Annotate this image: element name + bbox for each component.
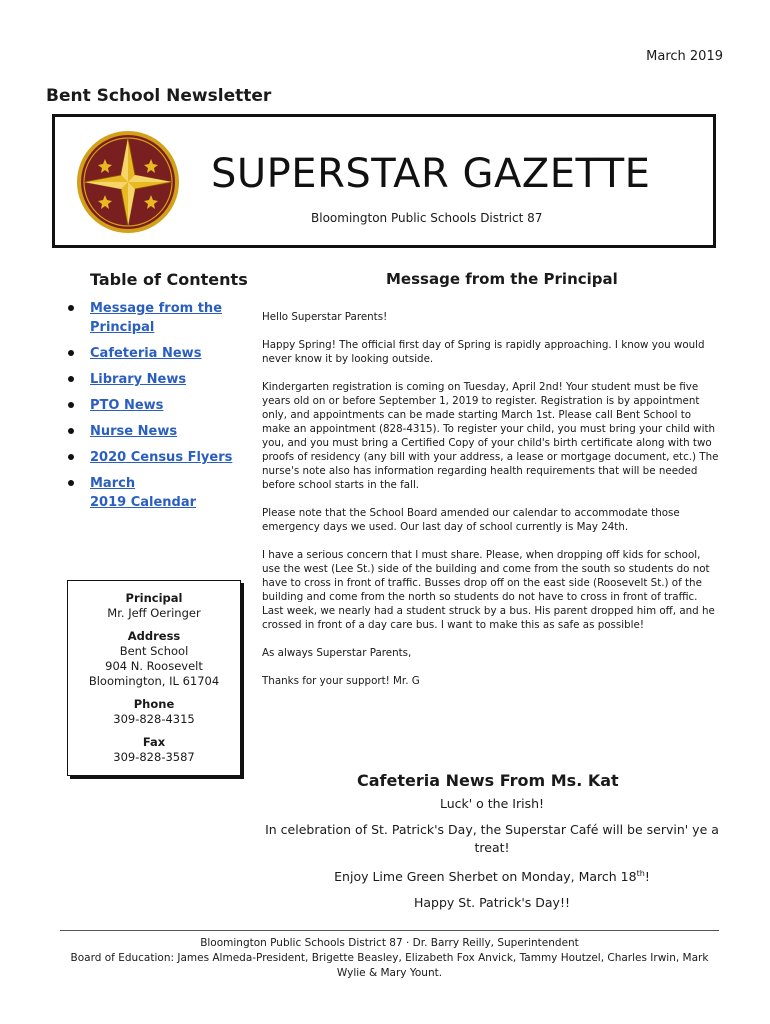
principal-name: Mr. Jeff Oeringer bbox=[107, 606, 201, 620]
toc-item bbox=[64, 422, 234, 441]
paragraph: Hello Superstar Parents! bbox=[262, 311, 388, 323]
cafeteria-line: Enjoy Lime Green Sherbet on Monday, March 18th! bbox=[334, 869, 650, 885]
address-line: Bloomington, IL 61704 bbox=[88, 674, 220, 688]
toc-link-pto[interactable]: PTO News bbox=[90, 398, 164, 413]
toc-link-calendar[interactable]: March 2019 Calendar bbox=[90, 476, 197, 510]
cafeteria-line: Luck' o the Irish! bbox=[439, 796, 545, 811]
cafeteria-line: In celebration of St. Patrick's Day, the Superstar Café will be servin' ye a treat! bbox=[265, 822, 719, 855]
toc-link-census[interactable]: 2020 Census Flyers bbox=[90, 450, 233, 465]
district-name: Bloomington Public Schools District 87 bbox=[311, 211, 543, 225]
phone-number: 309-828-4315 bbox=[113, 712, 195, 726]
phone-label: Phone bbox=[133, 697, 175, 711]
paragraph: Please note that the School Board amended our calendar to accommodate those emergency days we used. Our last day of school currently is May 24th. bbox=[262, 507, 680, 533]
cafeteria-line: Happy St. Patrick's Day!! bbox=[414, 895, 570, 911]
principal-label: Principal bbox=[125, 591, 183, 605]
cafeteria-heading: Cafeteria News From Ms. Kat bbox=[357, 771, 619, 790]
toc-item bbox=[64, 474, 234, 512]
toc-link-library[interactable]: Library News bbox=[90, 372, 187, 387]
toc-heading: Table of Contents bbox=[90, 270, 248, 289]
newsletter-title: Bent School Newsletter bbox=[46, 86, 272, 106]
cafeteria-body bbox=[262, 795, 722, 920]
address-line: 904 N. Roosevelt bbox=[105, 659, 203, 673]
bullet-icon bbox=[68, 454, 74, 460]
bullet-icon bbox=[68, 305, 74, 311]
bullet-icon bbox=[68, 350, 74, 356]
paragraph: Thanks for your support! Mr. G bbox=[262, 675, 420, 687]
bullet-icon bbox=[68, 428, 74, 434]
footer-divider bbox=[60, 930, 719, 931]
bullet-icon bbox=[68, 402, 74, 408]
bullet-icon bbox=[68, 376, 74, 382]
toc-item bbox=[64, 370, 234, 389]
toc-item bbox=[64, 344, 234, 363]
toc-link-nurse[interactable]: Nurse News bbox=[90, 424, 178, 439]
gazette-title: SUPERSTAR GAZETTE bbox=[211, 151, 651, 197]
footer-line: Board of Education: James Almeda-President, Brigette Beasley, Elizabeth Fox Anvick, Tammy Houtzel, Charles Irwin, Mark Wylie & Mary Yount. bbox=[70, 952, 709, 979]
address-line: Bent School bbox=[119, 644, 189, 658]
issue-date: March 2019 bbox=[646, 49, 723, 64]
star-compass-seal-icon bbox=[76, 130, 180, 234]
footer-line: Bloomington Public Schools District 87 · Dr. Barry Reilly, Superintendent bbox=[200, 937, 579, 949]
toc-item bbox=[64, 396, 234, 415]
address-label: Address bbox=[127, 629, 181, 643]
toc-link-cafeteria[interactable]: Cafeteria News bbox=[90, 346, 202, 361]
masthead-banner bbox=[52, 114, 716, 248]
toc-item bbox=[64, 448, 234, 467]
fax-label: Fax bbox=[142, 735, 166, 749]
paragraph: Happy Spring! The official first day of Spring is rapidly approaching. I know you would never know it by looking outside. bbox=[262, 339, 705, 365]
fax-number: 309-828-3587 bbox=[113, 750, 195, 764]
table-of-contents bbox=[64, 299, 234, 519]
paragraph: Kindergarten registration is coming on Tuesday, April 2nd! Your student must be five years old on or before September 1, 2019 to register. Registration is by appointment only, and appointments can be made starting March 1st. Please call Bent School to make an appointment (828-4315). To register your child, you must bring your child with you, and you must bring a Certified Copy of your child's birth certificate along with two proofs of residency (any bill with your address, a lease or mortgage document, etc.) The nurse's note also has information regarding health requirements that will be needed before school starts in the fall. bbox=[262, 381, 719, 491]
principal-message-heading: Message from the Principal bbox=[386, 270, 618, 288]
bullet-icon bbox=[68, 480, 74, 486]
paragraph: I have a serious concern that I must share. Please, when dropping off kids for school, use the west (Lee St.) side of the building and come from the south so students do not have to cross in front of traffic. Busses drop off on the east side (Roosevelt St.) of the building and come from the north so students do not have to cross in front of traffic. Last week, we nearly had a student struck by a bus. His parent dropped him off, and he crossed in front of a day care bus. I want to make this as safe as possible! bbox=[262, 549, 715, 631]
footer bbox=[60, 936, 719, 981]
toc-item bbox=[64, 299, 234, 337]
principal-message-body bbox=[262, 310, 720, 702]
paragraph: As always Superstar Parents, bbox=[262, 647, 412, 659]
contact-info-box bbox=[67, 580, 241, 776]
toc-link-principal[interactable]: Message from the Principal bbox=[90, 301, 223, 335]
